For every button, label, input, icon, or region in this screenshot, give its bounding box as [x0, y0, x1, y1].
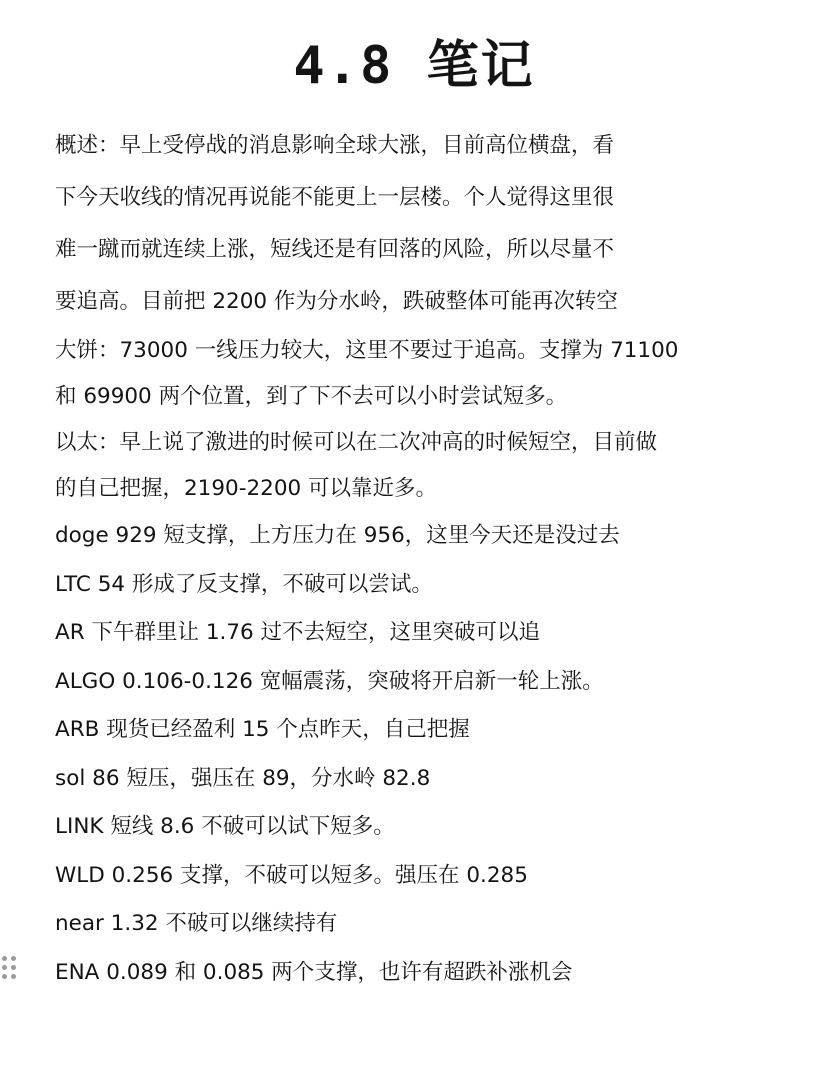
coin-note-ar: AR 下午群里让 1.76 过不去短空，这里突破可以追	[55, 620, 541, 645]
note-body	[55, 120, 795, 997]
paragraph-overview	[55, 120, 795, 328]
text-line: 大饼：73000 一线压力较大，这里不要过于追高。支撑为 71100	[55, 338, 679, 363]
drag-dot	[11, 965, 16, 970]
text-line: 难一蹴而就连续上涨，短线还是有回落的风险，所以尽量不	[55, 237, 615, 262]
coin-note-algo: ALGO 0.106-0.126 宽幅震荡，突破将开启新一轮上涨。	[55, 668, 604, 694]
drag-dot	[2, 956, 7, 961]
coin-notes-list	[55, 512, 795, 997]
coin-note-near: near 1.32 不破可以继续持有	[55, 911, 338, 936]
text-line: 以太：早上说了激进的时候可以在二次冲高的时候短空，目前做	[55, 430, 658, 455]
coin-note-ena: ENA 0.089 和 0.085 两个支撑，也许有超跌补涨机会	[55, 959, 573, 985]
drag-dot	[2, 974, 7, 979]
drag-dot	[2, 965, 7, 970]
drag-dot	[11, 974, 16, 979]
text-line: 要追高。目前把 2200 作为分水岭，跌破整体可能再次转空	[55, 289, 618, 314]
drag-dot	[11, 956, 16, 961]
coin-note-arb: ARB 现货已经盈利 15 个点昨天，自己把握	[55, 717, 470, 742]
text-line: 下今天收线的情况再说能不能更上一层楼。个人觉得这里很	[55, 185, 615, 210]
drag-handle-icon[interactable]	[2, 956, 18, 982]
paragraph-btc	[55, 328, 795, 420]
paragraph-eth	[55, 420, 795, 512]
coin-note-sol: sol 86 短压，强压在 89，分水岭 82.8	[55, 765, 431, 791]
coin-note-link: LINK 短线 8.6 不破可以试下短多。	[55, 814, 395, 839]
page-title: 4.8 笔记	[293, 36, 535, 96]
text-line: 概述：早上受停战的消息影响全球大涨，目前高位横盘，看	[55, 133, 615, 158]
text-line: 和 69900 两个位置，到了下不去可以小时尝试短多。	[55, 384, 568, 409]
coin-note-wld: WLD 0.256 支撑，不破可以短多。强压在 0.285	[55, 862, 528, 888]
coin-note-doge: doge 929 短支撑，上方压力在 956，这里今天还是没过去	[55, 523, 620, 548]
text-line: 的自己把握，2190-2200 可以靠近多。	[55, 476, 438, 501]
coin-note-ltc: LTC 54 形成了反支撑，不破可以尝试。	[55, 571, 433, 597]
